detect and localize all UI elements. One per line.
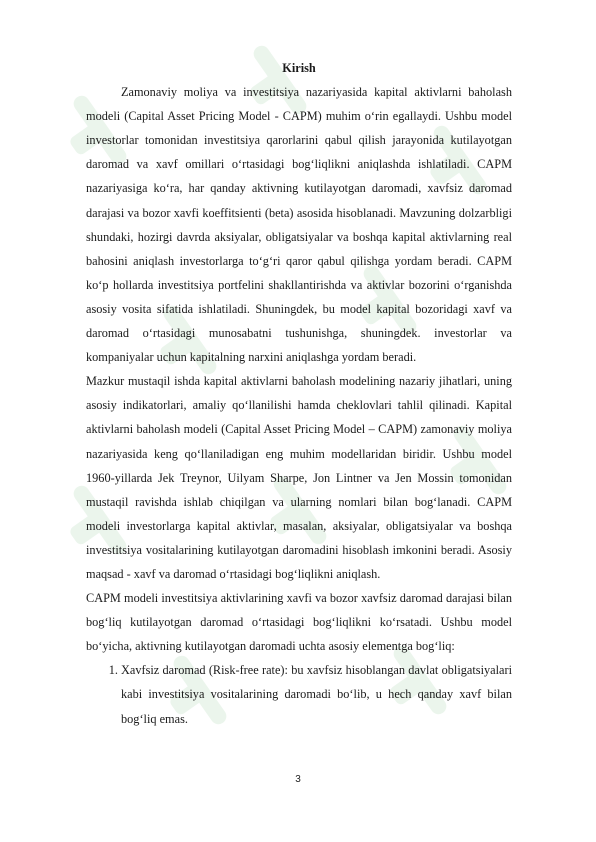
list-item: 1. Xavfsiz daromad (Risk-free rate): bu xavfsiz hisoblangan davlat obligatsiyalari kabi investitsiya vositalarining daromadi bo‘lib, u hech qanday xavf bilan bog‘liq emas. [121, 658, 512, 730]
document-title: Kirish [282, 61, 316, 75]
paragraph-intro: Zamonaviy moliya va investitsiya nazariyasida kapital aktivlarni baholash modeli (Capital Asset Pricing Model - CAPM) muhim o‘rin egallaydi. Ushbu model investorlar tomonidan investitsiya qarorlarini qabul qilish jarayonida kutilayotgan daromad va xavf omillari o‘rtasidagi bog‘liqlikni aniqlashda ishlatiladi. CAPM nazariyasiga ko‘ra, har qanday aktivning kutilayotgan daromadi, xavfsiz daromad darajasi va bozor xavfi koeffitsienti (beta) asosida hisoblanadi. Mavzuning dolzarbligi shundaki, hozirgi davrda aksiyalar, obligatsiyalar va boshqa kapital aktivlarning real bahosini aniqlash investorlarga to‘g‘ri qaror qabul qilishga yordam beradi. CAPM ko‘p hollarda investitsiya portfelini shakllantirishda va aktivlar bozorini o‘rganishda asosiy vosita sifatida ishlatiladi. Shuningdek, bu model kapital bozoridagi xavf va daromad o‘rtasidagi munosabatni tushunishga, shuningdek. investorlar va kompaniyalar uchun kapitalning narxini aniqlashga yordam beradi. [86, 85, 512, 365]
elements-list [86, 658, 512, 730]
page-number: 3 [295, 774, 301, 785]
paragraph-elements: CAPM modeli investitsiya aktivlarining xavfi va bozor xavfsiz daromad darajasi bilan bog‘liq kutilayotgan daromad o‘rtasidagi bog‘liqlikni ko‘rsatadi. Ushbu model bo‘yicha, aktivning kutilayotgan daromadi uchta asosiy elementga bog‘liq: [86, 591, 512, 654]
paragraph-scope: Mazkur mustaqil ishda kapital aktivlarni baholash modelining nazariy jihatlari, uning asosiy indikatorlari, amaliy qo‘llanilishi hamda cheklovlari tahlil qilinadi. Kapital aktivlarni baholash modeli (Capital Asset Pricing Model – CAPM) zamonaviy moliya nazariyasida keng qo‘llaniladigan eng muhim modellaridan biridir. Ushbu model 1960-yillarda Jek Treynor, Uilyam Sharpe, Jon Lintner va Jen Mossin tomonidan mustaqil ravishda ishlab chiqilgan va ularning nomlari bilan bog‘lanadi. CAPM modeli investorlarga kapital aktivlar, masalan, aksiyalar, obligatsiyalar va boshqa investitsiya vositalarining kutilayotgan daromadini hisoblash imkonini beradi. Asosiy maqsad - xavf va daromad o‘rtasidagi bog‘liqlikni aniqlash. [86, 374, 512, 581]
document-body [86, 56, 512, 731]
